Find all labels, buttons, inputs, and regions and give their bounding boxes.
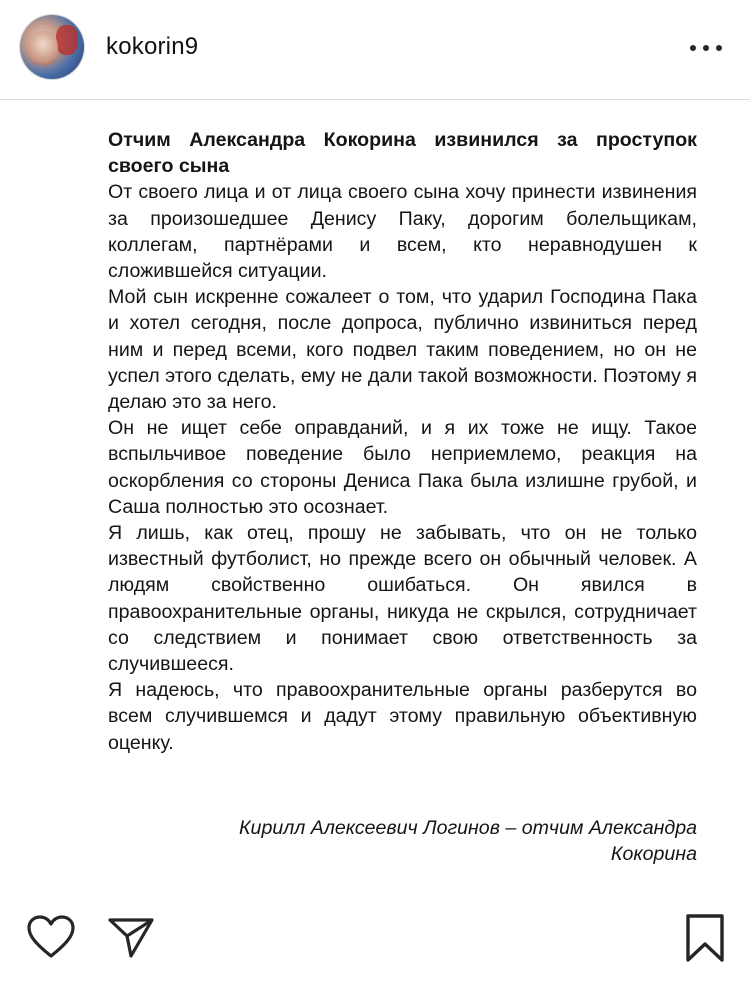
- post-header: [0, 0, 750, 100]
- dot: [716, 45, 722, 51]
- username-link[interactable]: kokorin9: [106, 33, 199, 60]
- more-options-icon[interactable]: [690, 36, 722, 60]
- bookmark-icon[interactable]: [684, 912, 726, 964]
- post-paragraph: От своего лица и от лица своего сына хочу принести извинения за произошедшее Денису Паку, дорогим болельщикам, коллегам, партнёрами и всем, кто неравнодушен к сложившейся ситуации.: [108, 181, 697, 283]
- post-paragraph: Я лишь, как отец, прошу не забывать, что он не только известный футболист, но прежде всего он обычный человек. А людям свойственно ошибаться. Он явился в правоохранительные органы, никуда не скрылся, сотрудничает со следствием и понимает свою ответственность за случившееся.: [108, 522, 697, 676]
- signature-line: Кокорина: [610, 843, 697, 865]
- post-image-text: [108, 127, 697, 756]
- post-signature: [108, 815, 697, 867]
- dot: [690, 45, 696, 51]
- post-actions-bar: [0, 910, 750, 966]
- profile-avatar[interactable]: [20, 15, 84, 79]
- dot: [703, 45, 709, 51]
- heart-icon[interactable]: [26, 914, 76, 960]
- signature-line: Кирилл Алексеевич Логинов – отчим Александра: [239, 817, 697, 839]
- post-paragraph: Он не ищет себе оправданий, и я их тоже не ищу. Такое вспыльчивое поведение было неприемлемо, реакция на оскорбления со стороны Дениса Пака была излишне грубой, и Саша полностью это осознает.: [108, 417, 697, 518]
- post-paragraph: Мой сын искренне сожалеет о том, что ударил Господина Пака и хотел сегодня, после допроса, публично извиниться перед ним и перед всеми, кого подвел таким поведением, но он не успел этого сделать, ему не дали такой возможности. Поэтому я делаю это за него.: [108, 286, 697, 414]
- post-paragraph: Я надеюсь, что правоохранительные органы разберутся во всем случившемся и дадут этому правильную объективную оценку.: [108, 679, 697, 754]
- post-title: Отчим Александра Кокорина извинился за проступок своего сына: [108, 129, 697, 178]
- send-icon[interactable]: [106, 914, 156, 960]
